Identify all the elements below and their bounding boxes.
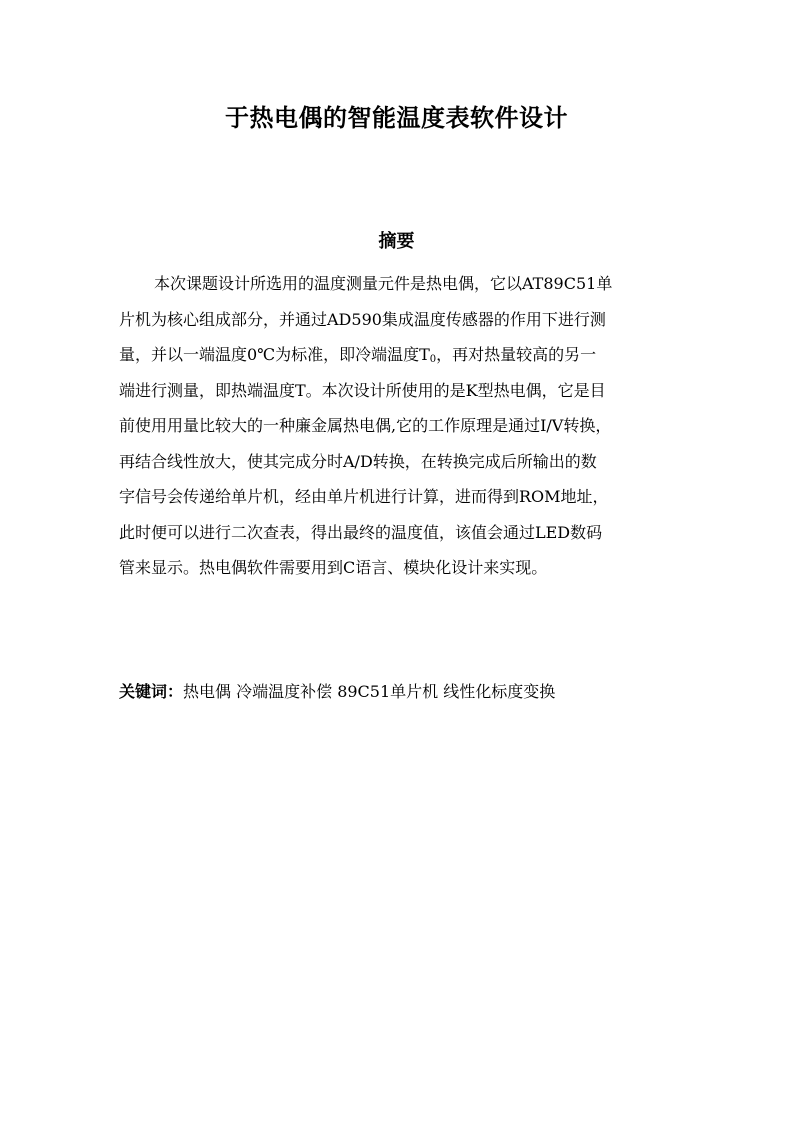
cold-end-subscript: 0 [429,354,437,365]
page-title: 于热电偶的智能温度表软件设计 [225,104,568,132]
abstract-line-3 [119,337,675,373]
abstract-line-4: 端进行测量，即热端温度T。本次设计所使用的是K型热电偶，它是目 [119,380,606,400]
abstract-line-8: 此时便可以进行二次查表，得出最终的温度值，该值会通过LED数码 [119,522,603,542]
abstract-line-5: 前使用用量比较大的一种廉金属热电偶,它的工作原理是通过I/V转换， [119,416,612,435]
keywords-text: 热电偶 冷端温度补偿 89C51单片机 线性化标度变换 [183,682,556,701]
keywords-label: 关键词： [119,682,184,701]
abstract-line-3-tail: ，再对热量较高的另一 [436,345,597,364]
abstract-line-3-head: 量，并以一端温度0℃为标准，即冷端温度T [119,345,430,364]
keywords [119,678,675,706]
abstract-line-9: 管来显示。热电偶软件需要用到C语言、模块化设计来实现。 [119,558,548,577]
abstract-line-2: 片机为核心组成部分，并通过AD590集成温度传感器的作用下进行测 [119,309,606,329]
abstract-line-6: 再结合线性放大，使其完成分时A/D转换，在转换完成后所输出的数 [119,451,597,471]
abstract-line-7: 字信号会传递给单片机，经由单片机进行计算，进而得到ROM地址， [119,487,609,506]
abstract-line-1: 本次课题设计所选用的温度测量元件是热电偶，它以AT89C51单 [154,274,613,293]
abstract-body [119,266,675,586]
abstract-heading: 摘要 [378,231,415,252]
